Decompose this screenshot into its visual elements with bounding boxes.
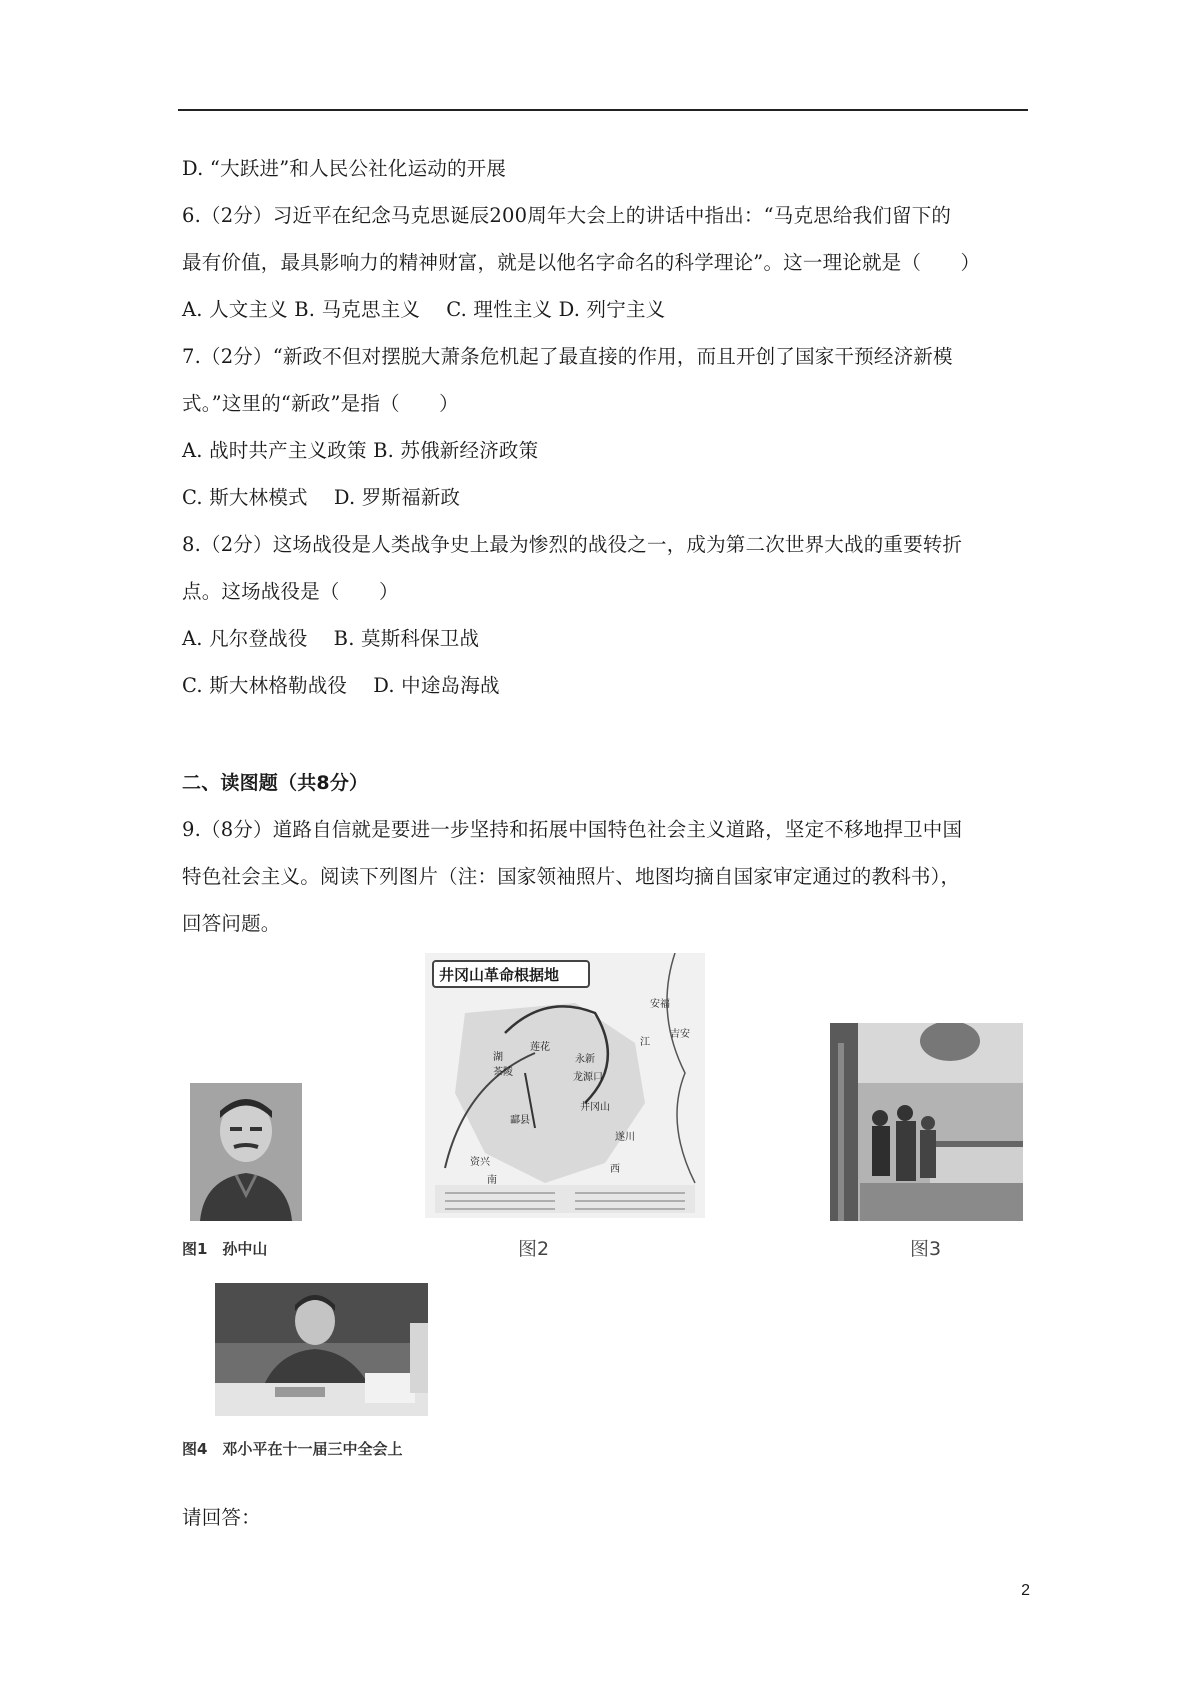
figure-2-title: 井冈山革命根据地	[439, 966, 560, 984]
figure-1-caption: 图1 孙中山	[182, 1240, 268, 1258]
question-8-line-2: 点。这场战役是（ ）	[182, 580, 399, 603]
please-answer: 请回答：	[182, 1506, 261, 1529]
question-7-options-cd: C. 斯大林模式 D. 罗斯福新政	[182, 486, 461, 509]
figure-2-caption: 图2	[518, 1238, 550, 1260]
map-label: 湖	[493, 1052, 503, 1063]
figure-1-portrait-photo	[190, 1083, 302, 1221]
question-8-options-ab: A. 凡尔登战役 B. 莫斯科保卫战	[182, 627, 480, 650]
figure-4-caption: 图4 邓小平在十一届三中全会上	[182, 1440, 403, 1458]
map-label: 安福	[650, 999, 670, 1010]
page-number: 2	[1021, 1582, 1030, 1599]
figure-4-meeting-photo	[215, 1283, 428, 1416]
question-9-line-1: 9.（8分）道路自信就是要进一步坚持和拓展中国特色社会主义道路，坚定不移地捍卫中国	[182, 818, 963, 841]
map-label: 遂川	[615, 1132, 635, 1143]
option-5d: D. “大跃进”和人民公社化运动的开展	[182, 157, 507, 180]
map-label: 莲花	[530, 1042, 550, 1053]
question-7-options-ab: A. 战时共产主义政策 B. 苏俄新经济政策	[182, 439, 539, 462]
question-6-line-1: 6.（2分）习近平在纪念马克思诞辰200周年大会上的讲话中指出：“马克思给我们留下的	[182, 204, 952, 227]
map-label: 西	[610, 1164, 620, 1175]
map-label: 吉安	[670, 1029, 690, 1040]
figure-3-ceremony-photo	[830, 1023, 1023, 1221]
map-label: 永新	[575, 1054, 595, 1065]
question-8-options-cd: C. 斯大林格勒战役 D. 中途岛海战	[182, 674, 500, 697]
map-label: 茶陵	[493, 1067, 513, 1078]
question-7-line-2: 式。”这里的“新政”是指（ ）	[182, 392, 459, 415]
question-8-line-1: 8.（2分）这场战役是人类战争史上最为惨烈的战役之一，成为第二次世界大战的重要转折	[182, 533, 963, 556]
question-6-options: A. 人文主义 B. 马克思主义 C. 理性主义 D. 列宁主义	[182, 298, 666, 321]
figure-2-map	[425, 953, 705, 1218]
question-9-line-3: 回答问题。	[182, 912, 281, 935]
map-label: 资兴	[470, 1157, 490, 1168]
map-label: 龙源口	[573, 1072, 603, 1083]
question-9-line-2: 特色社会主义。阅读下列图片（注：国家领袖照片、地图均摘自国家审定通过的教科书），	[182, 865, 961, 888]
figure-3-caption: 图3	[910, 1238, 942, 1260]
header-rule	[178, 109, 1028, 111]
section-heading: 二、读图题（共8分）	[182, 772, 369, 794]
map-label: 井冈山	[580, 1102, 610, 1113]
map-label: 酃县	[510, 1115, 530, 1126]
map-label: 南	[487, 1175, 497, 1186]
question-7-line-1: 7.（2分）“新政不但对摆脱大萧条危机起了最直接的作用，而且开创了国家干预经济新模	[182, 345, 953, 368]
map-label: 江	[640, 1037, 650, 1048]
question-6-line-2: 最有价值，最具影响力的精神财富，就是以他名字命名的科学理论”。这一理论就是（ ）	[182, 251, 981, 274]
